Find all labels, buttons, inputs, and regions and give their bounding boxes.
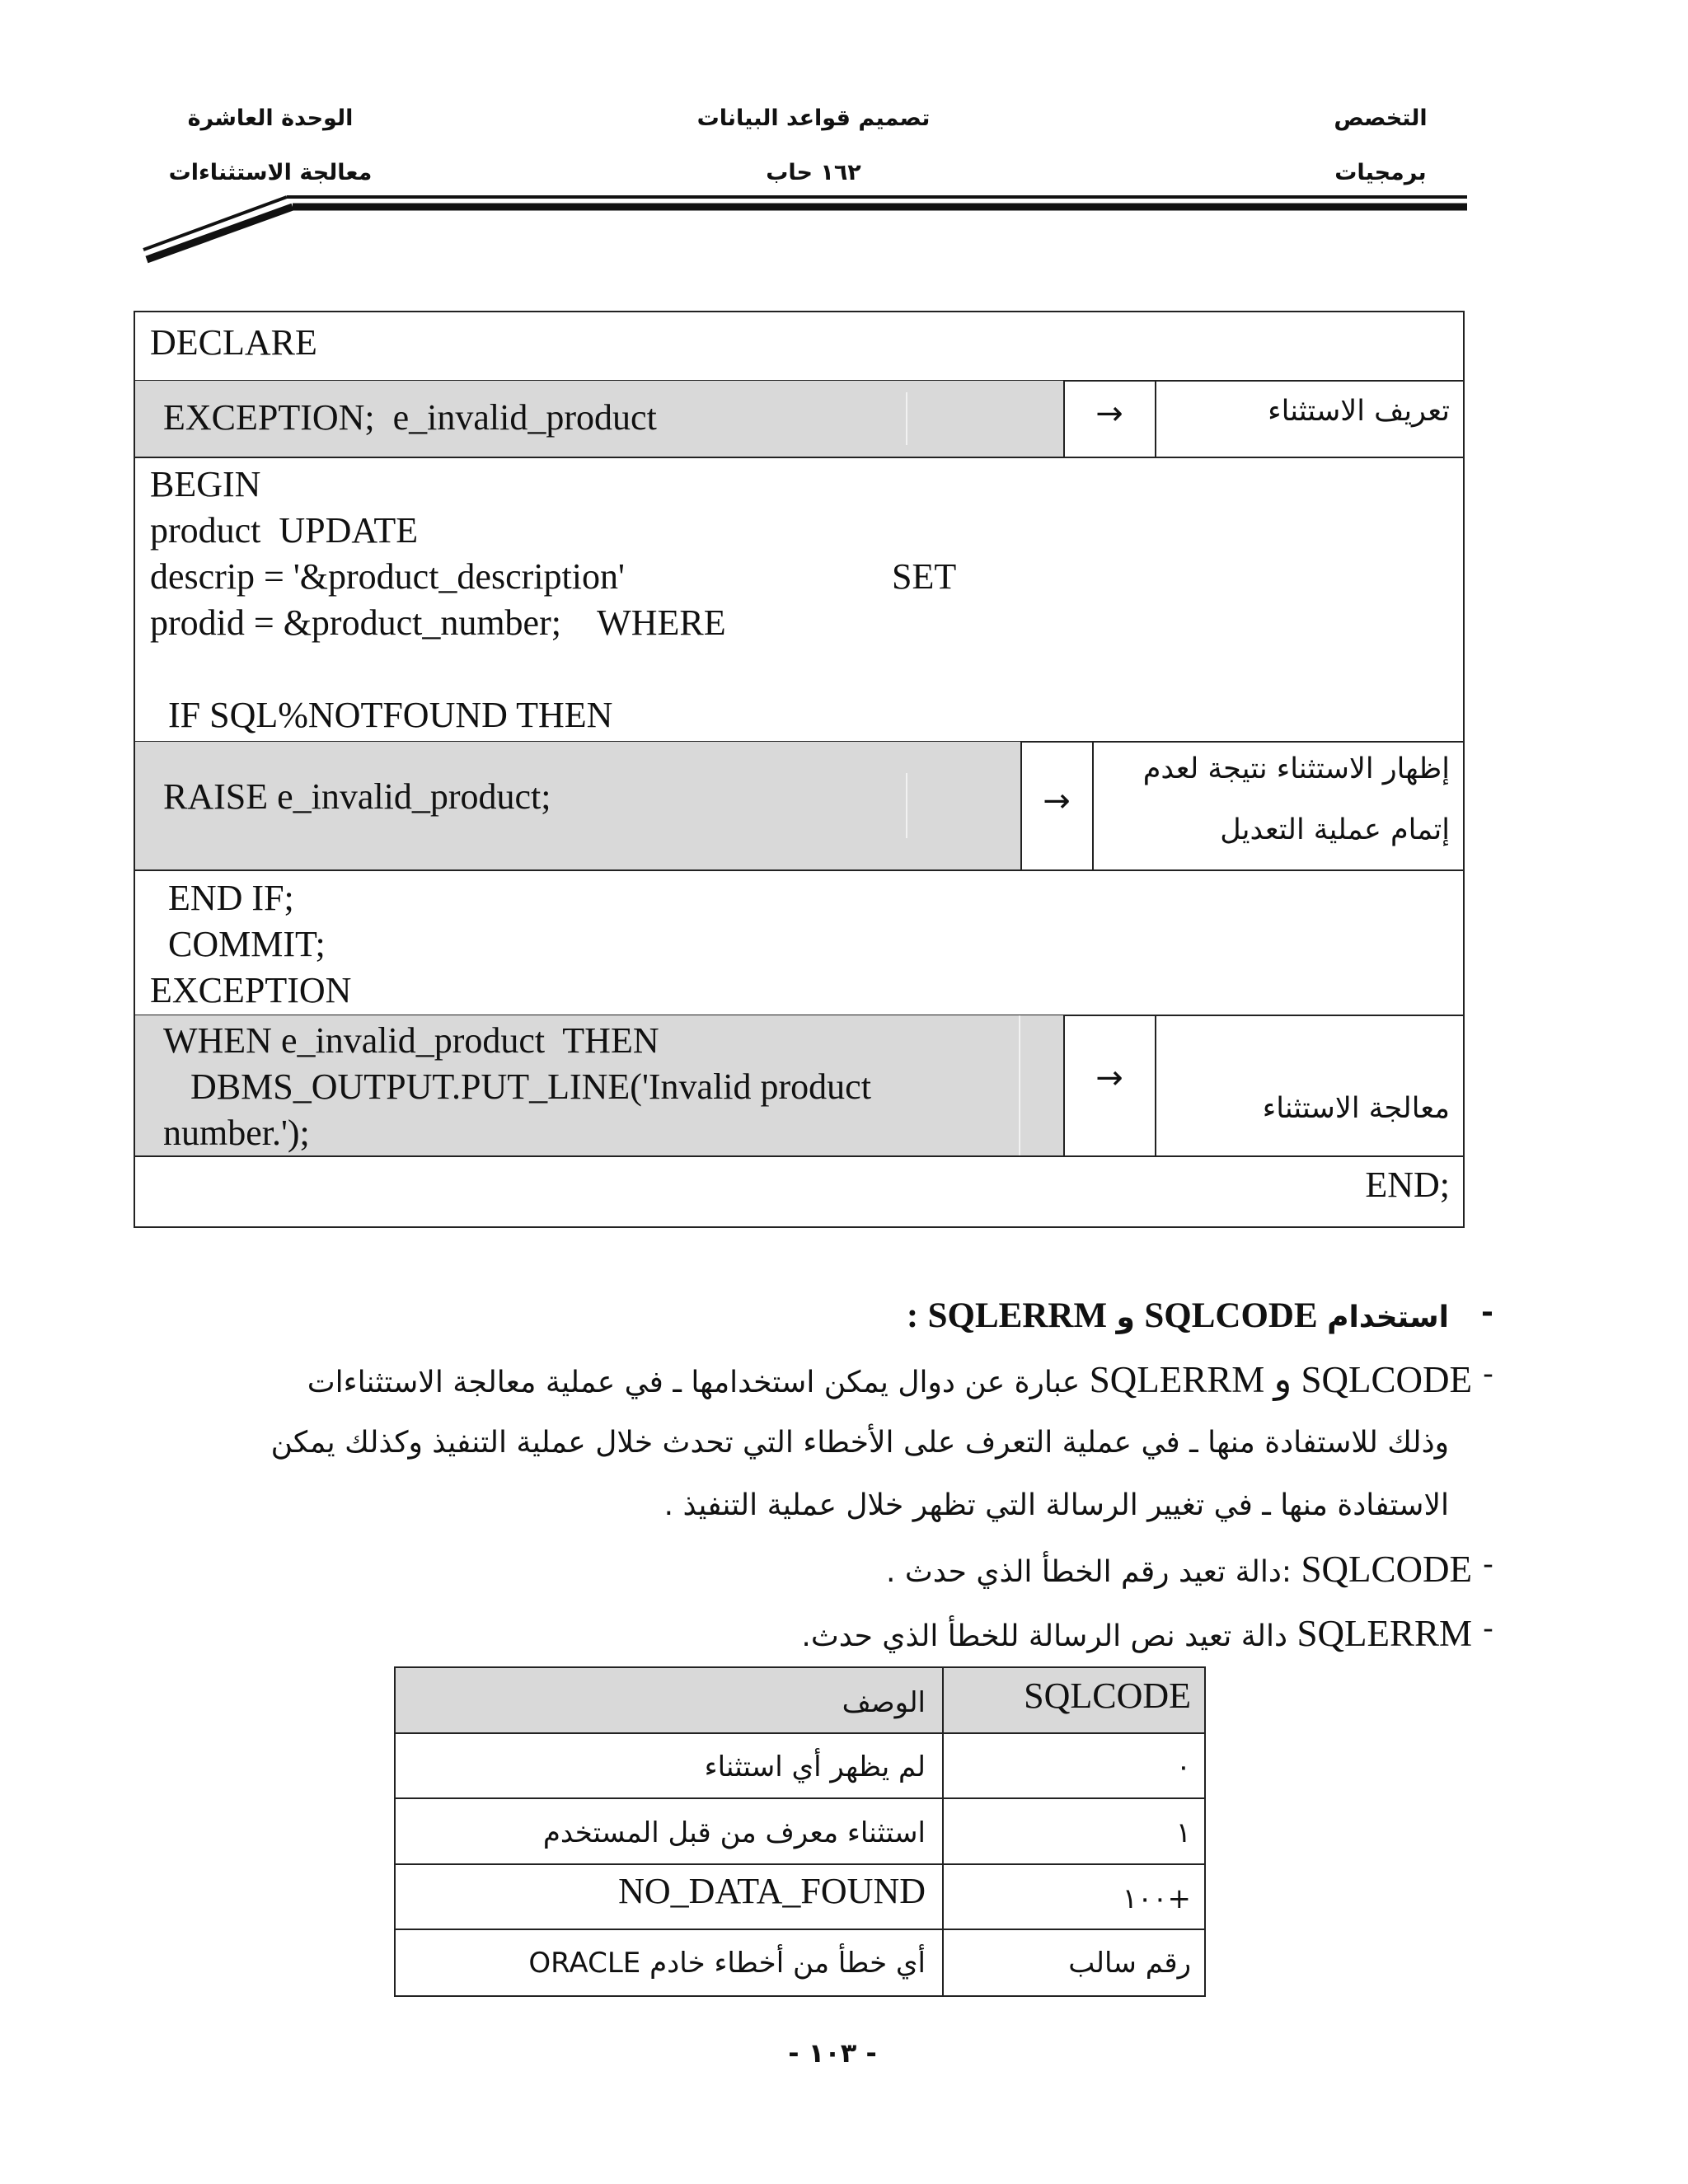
note-exception-definition: تعريف الاستثناء <box>1268 395 1450 428</box>
heading-word: استخدام <box>1327 1301 1449 1334</box>
para1-rest: عبارة عن دوال يمكن استخدامها ـ في عملية معالجة الاستثناءات <box>307 1366 1081 1399</box>
para1-bullet: - <box>1483 1357 1493 1391</box>
code-begin-line: IF SQL%NOTFOUND THEN <box>150 695 613 735</box>
heading-bullet: - <box>1481 1296 1493 1329</box>
para1-terms: SQLCODE و SQLERRM <box>1089 1359 1472 1400</box>
header-course-code: ١٦٢ حاب <box>766 160 861 185</box>
code-exception-decl: EXCEPTION; e_invalid_product <box>163 397 657 438</box>
exception-decl-row <box>135 381 1064 457</box>
code-after-raise-line: EXCEPTION <box>150 970 352 1010</box>
def-sqlerrm-bullet: - <box>1483 1612 1493 1646</box>
table-cell-code: ٠ <box>1175 1750 1191 1783</box>
header-rule <box>132 185 1467 268</box>
heading-sqlerrm: SQLERRM <box>927 1296 1108 1335</box>
code-after-raise-line: END IF; <box>150 878 294 918</box>
para1-line3: الاستفادة منها ـ في تغيير الرسالة التي تظهر خلال عملية التنفيذ . <box>663 1488 1449 1522</box>
arrow-icon: → <box>1043 782 1071 820</box>
header-course-title: تصميم قواعد البيانات <box>696 105 931 131</box>
code-handler-line: number.'); <box>163 1113 310 1153</box>
para1-line1 <box>307 1357 1472 1401</box>
table-cell-code: +١٠٠ <box>1122 1882 1191 1915</box>
def-sqlcode <box>886 1548 1472 1591</box>
code-begin-line: product UPDATE <box>150 510 419 551</box>
raise-row <box>135 742 1021 869</box>
code-begin-line: descrip = '&product_description' <box>150 556 625 597</box>
note-raise-line1: إظهار الاستثناء نتيجة لعدم <box>1142 752 1450 785</box>
table-cell-desc: استثناء معرف من قبل المستخدم <box>542 1816 926 1849</box>
heading-sqlcode: SQLCODE <box>1144 1296 1318 1335</box>
code-end: END; <box>1365 1165 1450 1205</box>
code-begin-line: prodid = &product_number; WHERE <box>150 602 726 643</box>
code-handler-line: WHEN e_invalid_product THEN <box>163 1020 659 1061</box>
code-begin-line: BEGIN <box>150 464 261 504</box>
table-cell-code: رقم سالب <box>1068 1947 1191 1980</box>
code-declare: DECLARE <box>150 322 317 363</box>
handler-row <box>135 1015 1064 1155</box>
def-sqlcode-term: SQLCODE <box>1301 1549 1472 1590</box>
table-cell-code: ١ <box>1175 1816 1191 1849</box>
arrow-icon: → <box>1095 395 1123 433</box>
para1-line2: وذلك للاستفادة منها ـ في عملية التعرف على الأخطاء التي تحدث خلال عملية التنفيذ وكذلك يمكن <box>270 1426 1449 1460</box>
code-block <box>134 311 1465 1228</box>
note-raise-line2: إتمام عملية التعديل <box>1220 813 1450 846</box>
def-sqlerrm-term: SQLERRM <box>1296 1613 1472 1654</box>
header-specialization: التخصص <box>1334 105 1428 131</box>
note-exception-handling: معالجة الاستثناء <box>1262 1092 1450 1125</box>
arrow-icon: → <box>1095 1059 1123 1097</box>
def-sqlerrm <box>801 1612 1472 1655</box>
header-program: برمجيات <box>1334 160 1427 185</box>
code-raise: RAISE e_invalid_product; <box>163 776 551 817</box>
code-set-keyword: SET <box>892 556 957 597</box>
code-after-raise-line: COMMIT; <box>150 924 326 964</box>
table-header-desc: الوصف <box>842 1686 926 1719</box>
section-heading <box>907 1296 1449 1336</box>
table-cell-desc: NO_DATA_FOUND <box>618 1871 926 1911</box>
code-handler-line: DBMS_OUTPUT.PUT_LINE('Invalid product <box>163 1066 871 1107</box>
header-unit: الوحدة العاشرة <box>187 105 354 131</box>
def-sqlerrm-text: دالة تعيد نص الرسالة للخطأ الذي حدث. <box>801 1619 1287 1653</box>
table-cell-desc: أي خطأ من أخطاء خادم ORACLE <box>528 1947 926 1980</box>
heading-and: و <box>1116 1301 1135 1334</box>
table-header-code: SQLCODE <box>1024 1675 1191 1716</box>
sqlcode-table <box>394 1666 1206 1997</box>
table-cell-desc: لم يظهر أي استثناء <box>704 1750 926 1783</box>
def-sqlcode-bullet: - <box>1483 1548 1493 1582</box>
heading-colon: : <box>906 1296 919 1335</box>
def-sqlcode-text: :دالة تعيد رقم الخطأ الذي حدث . <box>886 1555 1292 1589</box>
page-number: - ١٠٣ - <box>788 2037 877 2069</box>
header-unit-title: معالجة الاستثناءات <box>168 160 373 185</box>
